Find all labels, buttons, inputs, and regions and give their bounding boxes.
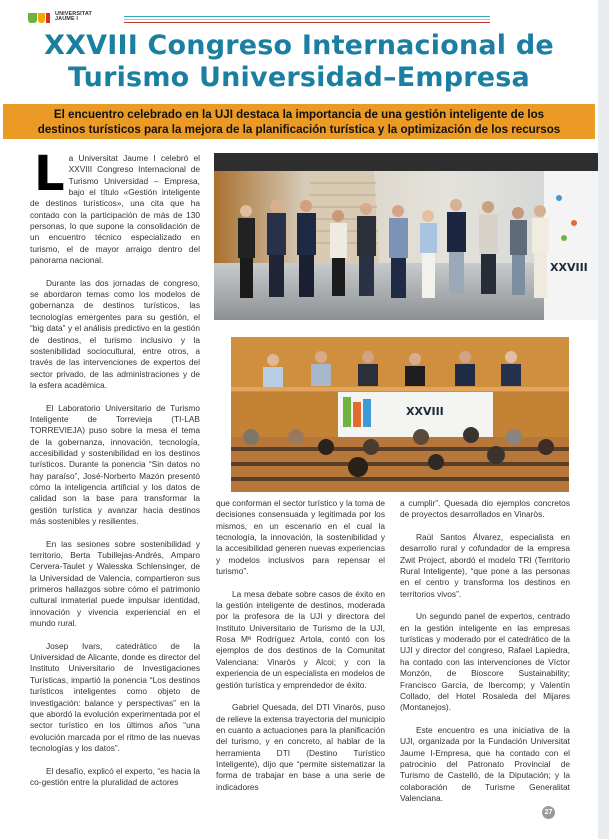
title-line1: XXVIII Congreso Internacional de [44, 30, 554, 61]
article-column-2 [216, 498, 385, 804]
subtitle-banner [3, 104, 595, 139]
panel-photo-image [231, 337, 569, 492]
group-photo-image [214, 153, 598, 320]
article-column-1 [30, 146, 200, 800]
article-paragraph: que conforman el sector turístico y la toma de decisiones consensuada y legitimada por los mismos, en un escenario en el cual la tecnología, la innovación, la sostenibilidad y la accesibilidad generen nuevas experiencias y modelos inclusivos para repensar el turismo”. [216, 498, 385, 577]
dropcap: L [34, 146, 65, 202]
article-paragraph: Raúl Santos Álvarez, especialista en desarrollo rural y cofundador de la empresa Zwit Project, abordó el modelo TRI (Territorio Rural Inteligente), “que pone a las personas en el centro y transforma los destinos en territorios vivos”. [400, 532, 570, 599]
svg-text:XXVIII: XXVIII [550, 261, 588, 274]
article-column-3 [400, 498, 570, 816]
article-paragraph: El Laboratorio Universitario de Turismo Inteligente de Torrevieja (TI-LAB TORREVIEJA) puso sobre la mesa el tema de la gobernanza, innovación, tecnología, accesibilidad y sostenibilidad en los destinos turísticos. Durante la ponencia “Sin datos no hay paraíso”, José-Norberto Mazón presentó cómo la inteligencia artificial y los datos de calidad son la base para transformar la gestión turística y avanzar hacia destinos más sostenibles y resilientes. [30, 402, 200, 526]
uji-logo-mark [28, 11, 51, 23]
article-paragraph: Durante las dos jornadas de congreso, se abordaron temas como los modelos de gobernanza de destinos turísticos, las tecnologías emergentes para su gestión, el “big data” y el análisis predictivo en la gestión de destinos, el turismo inclusivo y la sostenibilidad sociocultural, entre otros, a través de las intervenciones de expertos del sector privado, de las administraciones y de la esfera académica. [30, 277, 200, 390]
logo-text-line1: UNIVERSITAT [55, 10, 92, 17]
subtitle-line1: El encuentro celebrado en la UJI destaca la importancia de una gestión inteligente de los [53, 108, 545, 121]
uji-logo [28, 11, 92, 23]
article-paragraph: Un segundo panel de expertos, centrado en la gestión inteligente en las empresas turísticas y moderado por el catedrático de la UJI y director del congreso, Rafael Lapiedra, ha contado con las intervenciones de Víctor Monzón, de Bioscore Sustainability; Francisco García, de Ibercomp; y Valentín Collado, del Hotel Rosaleda del Mijares (Montanejos). [400, 611, 570, 713]
title-line2: Turismo Universidad–Empresa [68, 62, 530, 93]
article-paragraph: Josep Ivars, catedrático de la Universidad de Alicante, donde es director del Instituto Universitario de Investigaciones Turísticas, impartió la ponencia “Los destinos turísticos inteligentes como objeto de investigación: balance y perspectivas” en la que abordó la evolución experimentada por el sector turístico en los últimos años “una evolución marcada por el ritmo de las nuevas tecnologías y los datos”. [30, 640, 200, 753]
page-title [0, 30, 598, 94]
article-paragraph: El desafío, explicó el experto, “es hacia la co-gestión entre la pluralidad de actores [30, 765, 200, 787]
paragraph-text: a Universitat Jaume I celebró el XXVIII Congreso Internacional de Turismo Universidad – Empresa, bajo el título «Gestión inteligente de destinos turísticos», una cita que ha contado con la participación de más de 130 personas, lo que supone la consolidación de un encuentro técnico especializado en turismo, el de mayor arraigo dentro del panorama nacional. [30, 153, 200, 266]
article-paragraph: a cumplir”. Quesada dio ejemplos concretos de proyectos desarrollados en Vinaròs. [400, 498, 570, 520]
article-paragraph: Este encuentro es una iniciativa de la UJI, organizada por la Fundación Universitat Jaume I-Empresa, que ha contado con el patrocinio del Patronato Provincial de Turismo de Castelló, de la Diputación; y la colaboración de Turisme Generalitat Valenciana. [400, 724, 570, 803]
panel-photo [227, 333, 573, 496]
article-paragraph: Gabriel Quesada, del DTI Vinaròs, puso de relieve la extensa trayectoria del municipio en cuanto a actuaciones para la planificación del turismo, y en concreto, al hablar de la herramienta DTI (Destino Turístico Inteligente), dijo que “permite sistematizar la forma de trabajar en base a una serie de indicadores [216, 702, 385, 792]
uji-logo-text [55, 12, 92, 23]
header-decorative-lines [124, 16, 490, 25]
page-number: 27 [542, 806, 555, 819]
svg-text:XXVIII: XXVIII [406, 405, 444, 418]
article-paragraph [30, 146, 200, 266]
article-paragraph: La mesa debate sobre casos de éxito en la gestión inteligente de destinos, moderada por la profesora de la UJI y directora del Instituto Universitario de Turismo de la UJI, Rosa Mª Rodríguez Artola, contó con los ejemplos de dos destinos de la Comunitat Valenciana: Vinaròs y Alcoi; y con la experiencia de un especialista en modelos de gestión turística y emprendedor de éxito. [216, 588, 385, 690]
page-gutter [598, 0, 609, 839]
subtitle-line2: destinos turísticos para la mejora de la planificación turística y la optimización de los recursos [37, 123, 561, 136]
group-photo [214, 153, 598, 320]
article-paragraph: En las sesiones sobre sostenibilidad y territorio, Berta Tubillejas-Andrés, Amparo Cervera-Taulet y Walesska Schlensinger, de la Universidad de Valencia, compartieron sus primeros hallazgos sobre cómo el patrimonio cultural inmaterial puede impulsar identidad, innovación y vivencia experiencial en el mundo rural. [30, 538, 200, 629]
logo-text-line2: JAUME I [55, 16, 79, 22]
